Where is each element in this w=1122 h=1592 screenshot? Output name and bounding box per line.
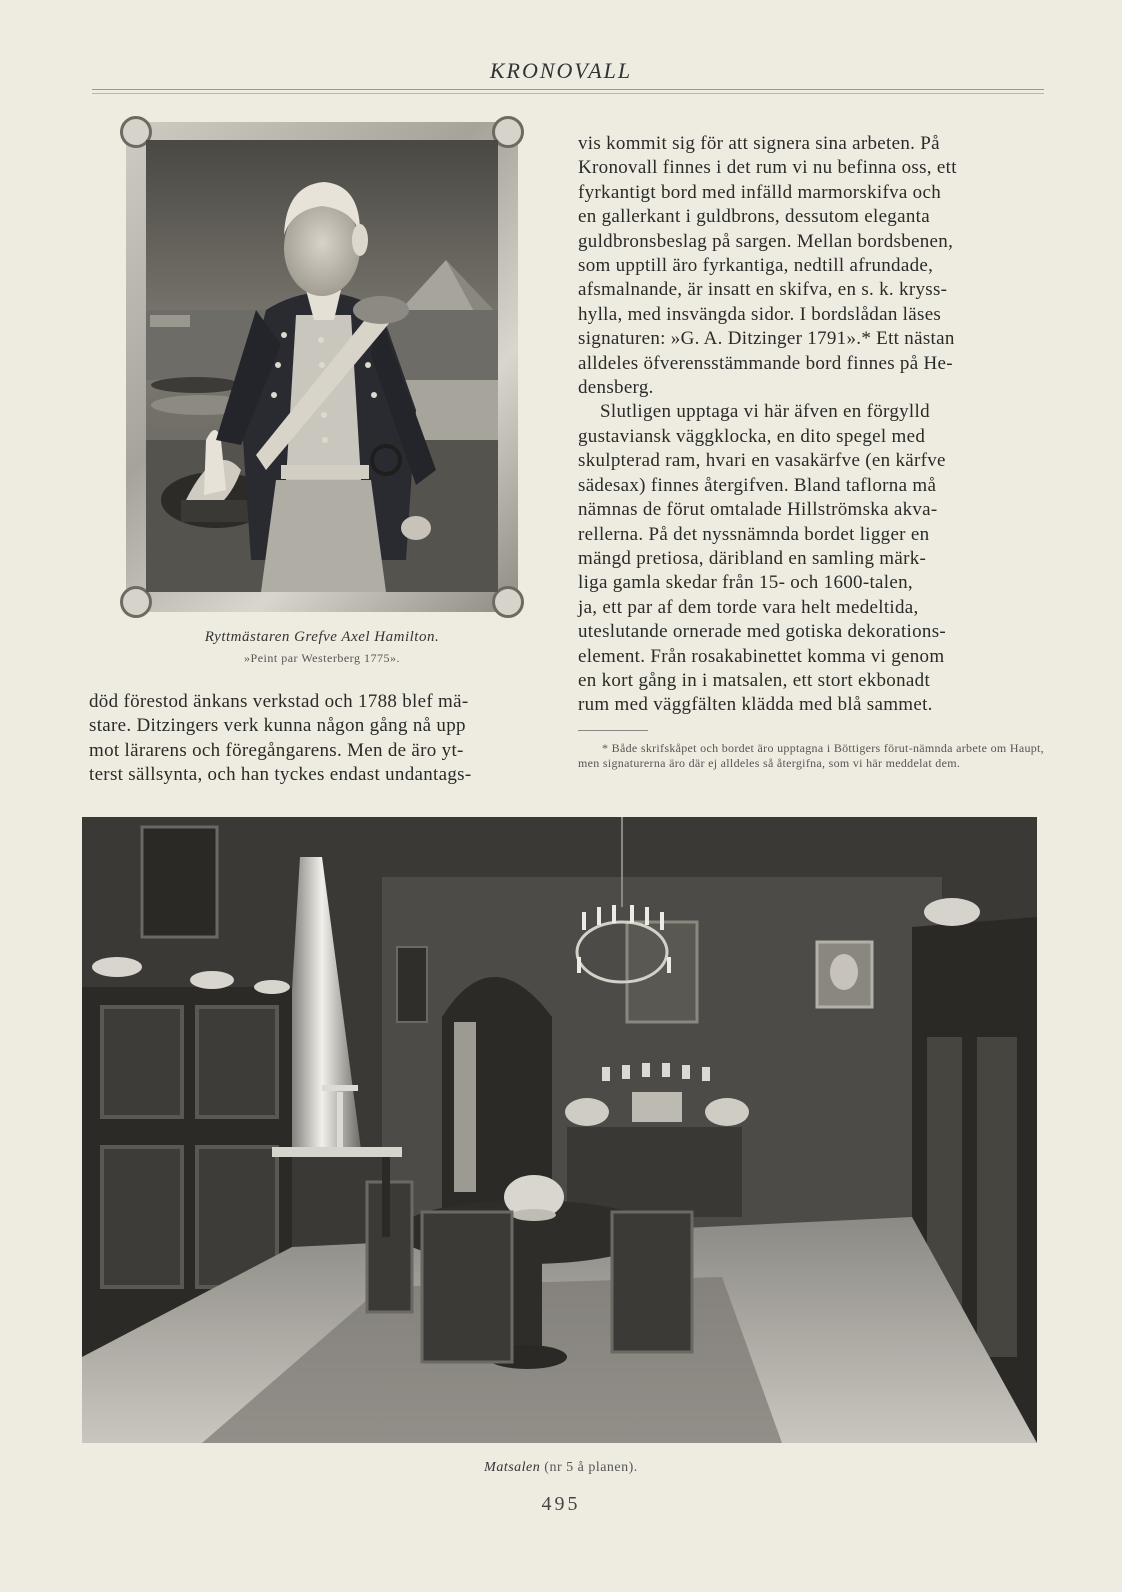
header-rule-secondary bbox=[92, 93, 1044, 94]
text-line: gustaviansk väggklocka, en dito spegel med bbox=[578, 425, 926, 447]
text-line: nämnas de förut omtalade Hillströmska akva- bbox=[578, 499, 938, 521]
text-line: sädesax) finnes återgifven. Bland taflorna må bbox=[578, 474, 937, 496]
text-line: hylla, med insvängda sidor. I bordslådan läses bbox=[578, 303, 942, 325]
room-caption-reference: (nr 5 å planen). bbox=[540, 1460, 638, 1475]
text-line: alldeles öfverensstämmande bord finnes på He- bbox=[578, 352, 953, 374]
text-line: Kronovall finnes i det rum vi nu befinna oss, ett bbox=[578, 157, 957, 179]
text-line: Slutligen upptaga vi här äfven en förgylld bbox=[600, 401, 930, 423]
text-line: en gallerkant i guldbrons, dessutom eleganta bbox=[578, 206, 930, 228]
text-line: afsmalnande, är insatt en skifva, en s. k. kryss- bbox=[578, 279, 948, 301]
text-line: mot lärarens och föregångarens. Men de äro yt- bbox=[89, 739, 464, 761]
room-caption bbox=[0, 1460, 1122, 1476]
room-caption-title: Matsalen bbox=[484, 1460, 541, 1475]
text-line: densberg. bbox=[578, 377, 654, 399]
running-title: KRONOVALL bbox=[489, 58, 633, 83]
text-line: död förestod änkans verkstad och 1788 blef mä- bbox=[89, 691, 469, 712]
portrait-frame bbox=[126, 122, 518, 612]
left-column-text bbox=[89, 690, 554, 788]
text-line: uteslutande ornerade med gotiska dekorations- bbox=[578, 621, 947, 643]
portrait-painting bbox=[146, 140, 498, 592]
footnote: * Både skrifskåpet och bordet äro upptagna i Böttigers förut-nämnda arbete om Haupt, men signaturerna äro där ej alldeles så återgifna, som vi här meddelat dem. bbox=[578, 741, 1044, 771]
page-number: 495 bbox=[541, 1493, 581, 1515]
text-line: liga gamla skedar från 15- och 1600-talen, bbox=[578, 572, 913, 594]
portrait-illustration bbox=[146, 140, 498, 592]
text-line: vis kommit sig för att signera sina arbeten. På bbox=[578, 133, 940, 154]
text-line: en kort gång in i matsalen, ett stort ekbonadt bbox=[578, 669, 931, 691]
footnote-rule bbox=[578, 730, 648, 731]
text-line: guldbronsbeslag på sargen. Mellan bordsbenen, bbox=[578, 230, 954, 252]
dining-room-illustration bbox=[82, 817, 1037, 1443]
text-line: fyrkantigt bord med infälld marmorskifva och bbox=[578, 181, 942, 203]
text-line: skulpterad ram, hvari en vasakärfve (en kärfve bbox=[578, 450, 946, 472]
text-line: mängd pretiosa, däribland en samling märk- bbox=[578, 547, 927, 569]
text-line: rellerna. På det nyssnämnda bordet ligger en bbox=[578, 523, 930, 545]
text-line: ja, ett par af dem torde vara helt medeltida, bbox=[578, 596, 919, 618]
right-column-text bbox=[578, 132, 1044, 718]
text-line: stare. Ditzingers verk kunna någon gång nå upp bbox=[89, 715, 466, 737]
text-line: terst sällsynta, och han tyckes endast undantags- bbox=[89, 764, 472, 786]
text-line: som upptill äro fyrkantiga, nedtill afrundade, bbox=[578, 255, 934, 277]
portrait-credit: »Peint par Westerberg 1775». bbox=[244, 651, 400, 665]
header-rule bbox=[92, 89, 1044, 90]
portrait-caption: Ryttmästaren Grefve Axel Hamilton. bbox=[204, 629, 440, 645]
dining-room-photograph bbox=[82, 817, 1037, 1443]
text-line: signaturen: »G. A. Ditzinger 1791».* Ett nästan bbox=[578, 328, 955, 350]
text-line: element. Från rosakabinettet komma vi genom bbox=[578, 645, 945, 667]
text-line: rum med väggfälten klädda med blå sammet. bbox=[578, 694, 933, 716]
